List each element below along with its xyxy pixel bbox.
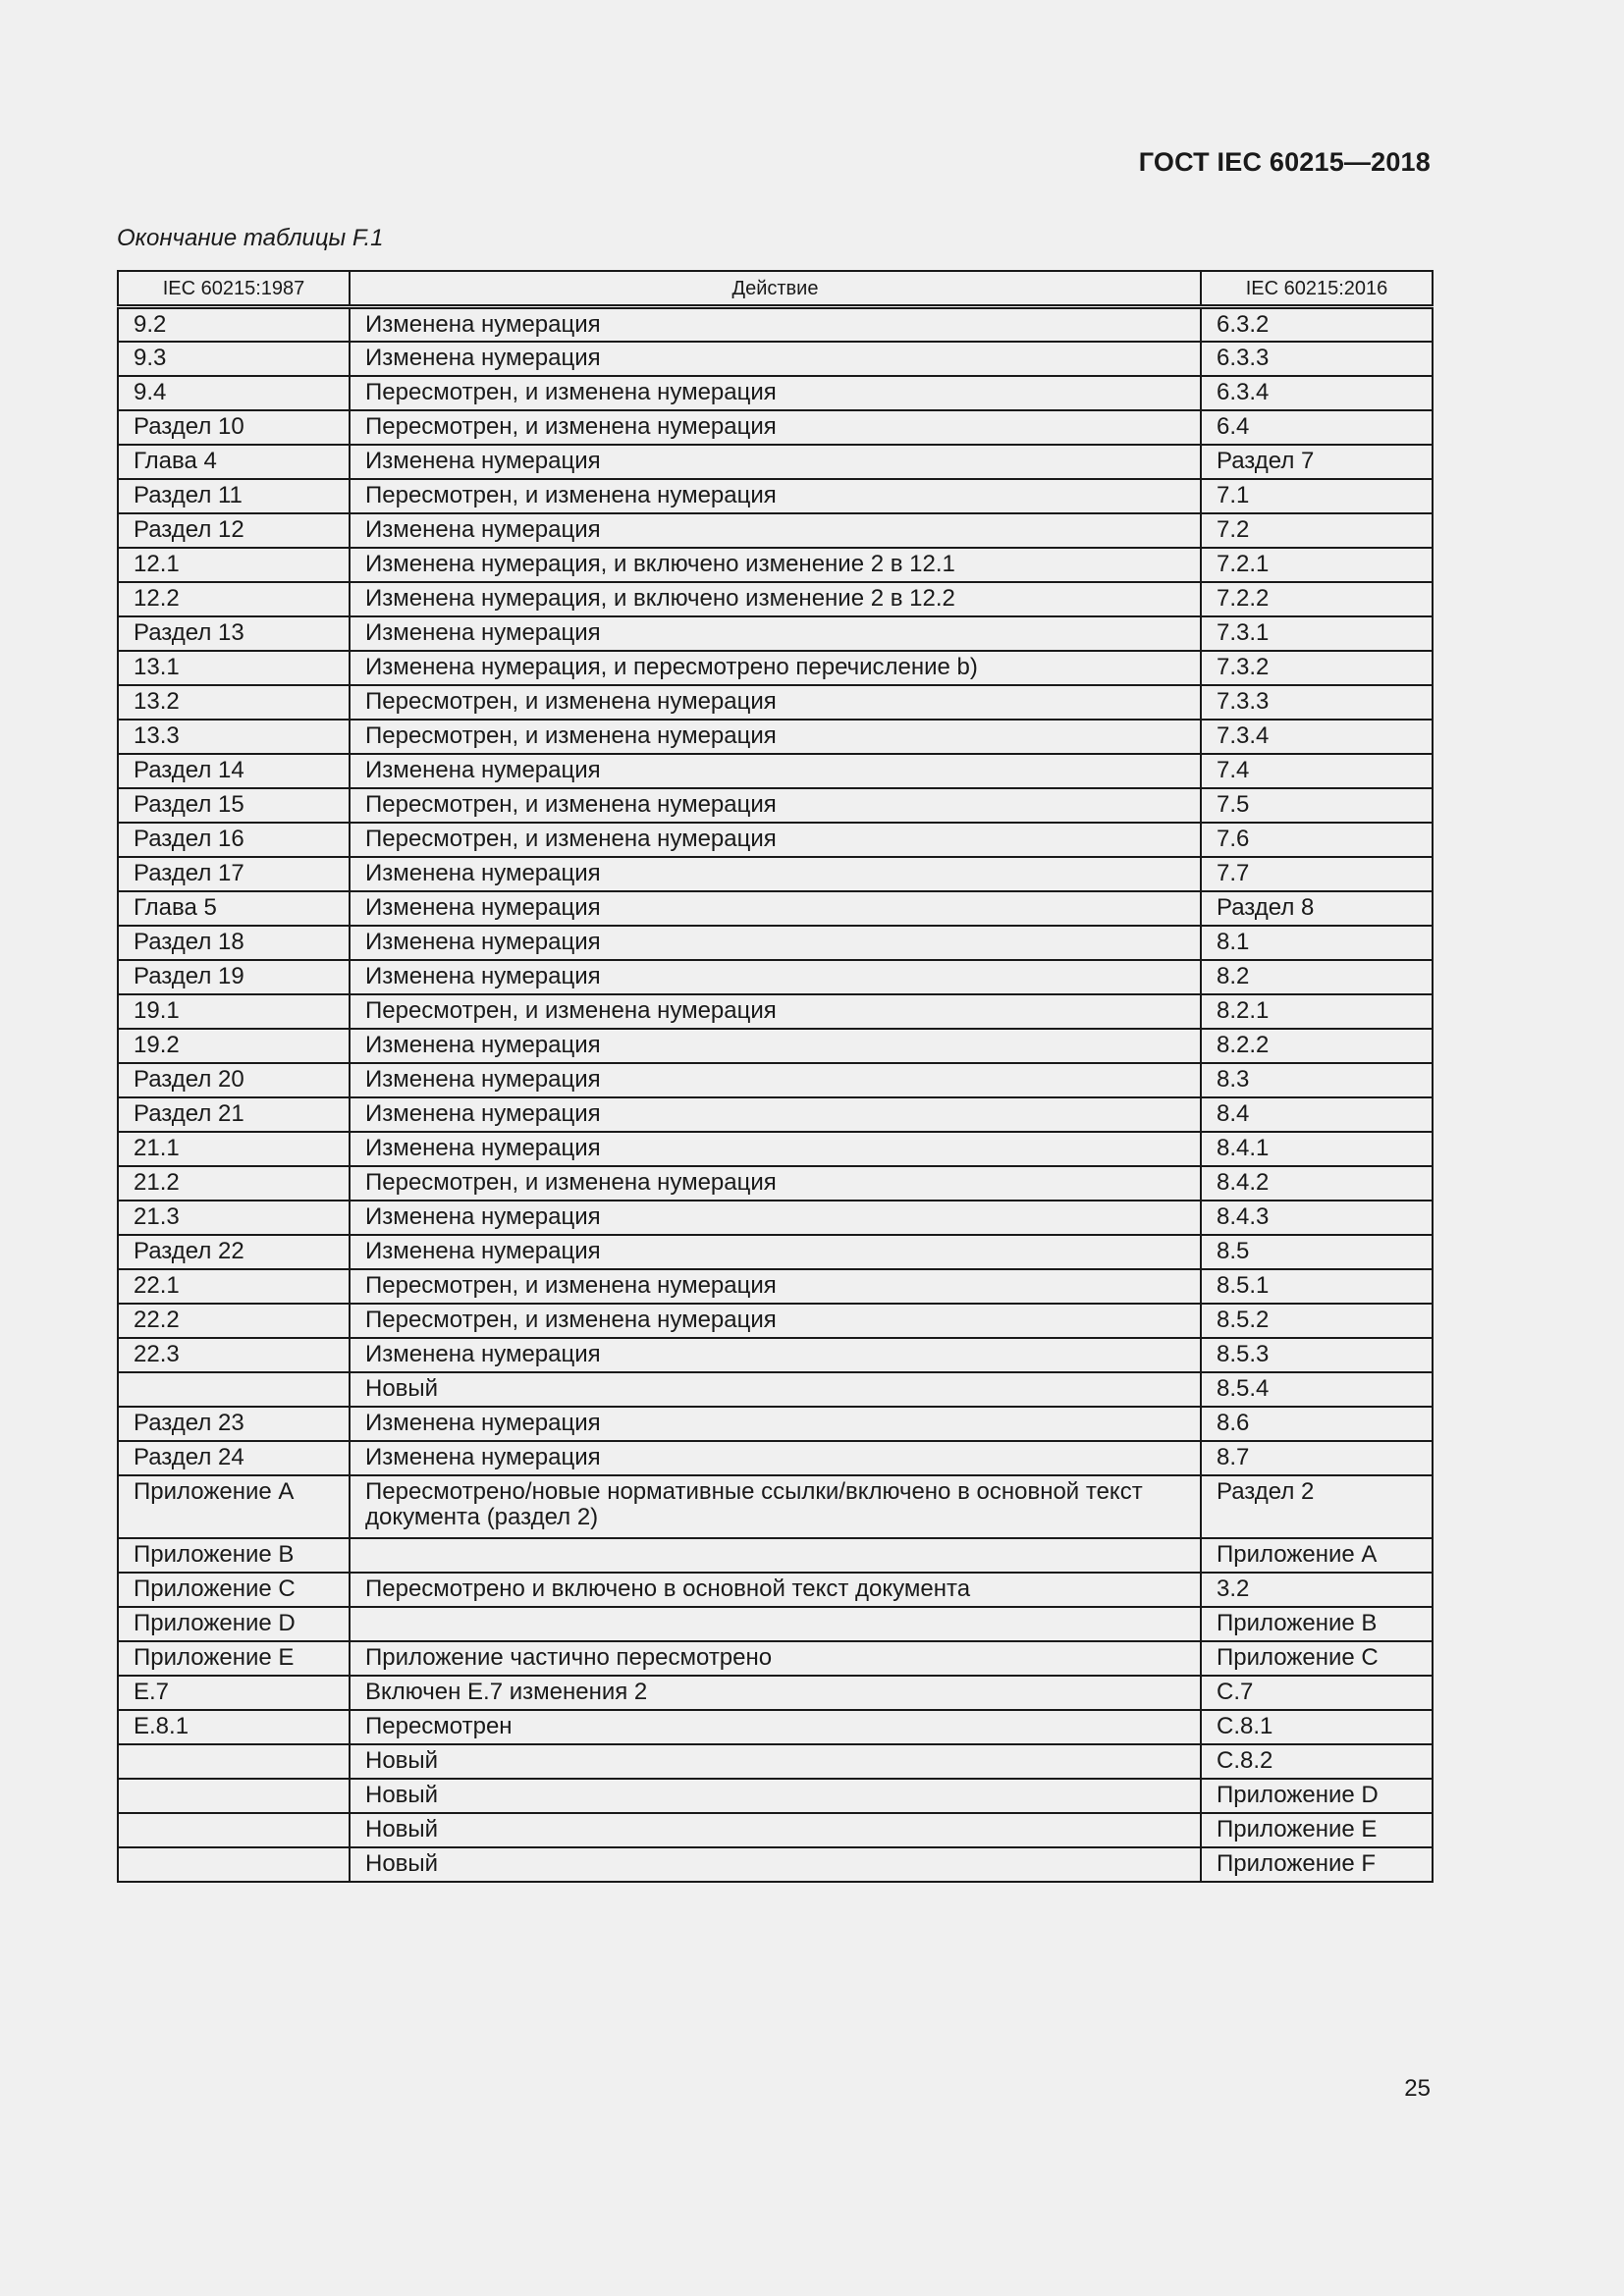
cell-new-edition: 8.2.1 xyxy=(1201,994,1433,1029)
table-row xyxy=(118,1475,1433,1538)
table-row xyxy=(118,513,1433,548)
cell-new-edition: Приложение F xyxy=(1201,1847,1433,1882)
table-row xyxy=(118,1029,1433,1063)
cell-action: Пересмотрен, и изменена нумерация xyxy=(350,994,1201,1029)
table-row xyxy=(118,754,1433,788)
cell-old-edition: Раздел 10 xyxy=(118,410,350,445)
cell-old-edition: Глава 4 xyxy=(118,445,350,479)
cell-new-edition: Приложение А xyxy=(1201,1538,1433,1573)
cell-old-edition: Приложение А xyxy=(118,1475,350,1538)
table-row xyxy=(118,960,1433,994)
column-header-old-edition: IEC 60215:1987 xyxy=(118,271,350,307)
cell-old-edition: Раздел 22 xyxy=(118,1235,350,1269)
table-row xyxy=(118,342,1433,376)
table-row xyxy=(118,376,1433,410)
cell-old-edition: 13.3 xyxy=(118,720,350,754)
cell-old-edition: Раздел 12 xyxy=(118,513,350,548)
correspondence-table xyxy=(117,270,1434,1883)
cell-new-edition: 7.1 xyxy=(1201,479,1433,513)
cell-new-edition: 7.6 xyxy=(1201,823,1433,857)
cell-new-edition: 6.4 xyxy=(1201,410,1433,445)
cell-old-edition: Раздел 14 xyxy=(118,754,350,788)
table-row xyxy=(118,1235,1433,1269)
cell-action: Изменена нумерация xyxy=(350,891,1201,926)
cell-new-edition: Раздел 2 xyxy=(1201,1475,1433,1538)
cell-action: Изменена нумерация xyxy=(350,1132,1201,1166)
cell-new-edition: 7.2.1 xyxy=(1201,548,1433,582)
cell-new-edition: 7.3.4 xyxy=(1201,720,1433,754)
cell-action xyxy=(350,1607,1201,1641)
cell-old-edition: 9.4 xyxy=(118,376,350,410)
cell-new-edition: 8.4 xyxy=(1201,1097,1433,1132)
cell-new-edition: 8.5.3 xyxy=(1201,1338,1433,1372)
cell-action: Пересмотрен, и изменена нумерация xyxy=(350,376,1201,410)
cell-old-edition: Раздел 20 xyxy=(118,1063,350,1097)
cell-new-edition: 3.2 xyxy=(1201,1573,1433,1607)
cell-new-edition: С.7 xyxy=(1201,1676,1433,1710)
table-row xyxy=(118,1710,1433,1744)
table-row xyxy=(118,1573,1433,1607)
cell-old-edition xyxy=(118,1813,350,1847)
cell-action: Изменена нумерация xyxy=(350,1441,1201,1475)
cell-new-edition: 8.4.3 xyxy=(1201,1201,1433,1235)
cell-new-edition: 6.3.4 xyxy=(1201,376,1433,410)
table-row xyxy=(118,1269,1433,1304)
cell-old-edition: Приложение Е xyxy=(118,1641,350,1676)
cell-new-edition: 8.1 xyxy=(1201,926,1433,960)
table-row xyxy=(118,1441,1433,1475)
table-row xyxy=(118,1641,1433,1676)
table-caption: Окончание таблицы F.1 xyxy=(117,225,384,251)
cell-action: Включен Е.7 изменения 2 xyxy=(350,1676,1201,1710)
cell-new-edition: 8.3 xyxy=(1201,1063,1433,1097)
document-header: ГОСТ IEC 60215—2018 xyxy=(1138,147,1431,177)
table-row xyxy=(118,1744,1433,1779)
cell-new-edition: 8.7 xyxy=(1201,1441,1433,1475)
cell-action: Пересмотрено/новые нормативные ссылки/включено в основной текст документа (раздел 2) xyxy=(350,1475,1201,1538)
table-row xyxy=(118,891,1433,926)
cell-old-edition: Раздел 21 xyxy=(118,1097,350,1132)
cell-old-edition: 22.3 xyxy=(118,1338,350,1372)
table-row xyxy=(118,685,1433,720)
cell-action: Пересмотрен, и изменена нумерация xyxy=(350,720,1201,754)
table-row xyxy=(118,445,1433,479)
cell-old-edition: Е.8.1 xyxy=(118,1710,350,1744)
cell-action: Приложение частично пересмотрено xyxy=(350,1641,1201,1676)
cell-action: Изменена нумерация, и включено изменение 2 в 12.1 xyxy=(350,548,1201,582)
cell-new-edition: 6.3.3 xyxy=(1201,342,1433,376)
cell-new-edition: Приложение С xyxy=(1201,1641,1433,1676)
cell-old-edition: Раздел 24 xyxy=(118,1441,350,1475)
cell-old-edition xyxy=(118,1744,350,1779)
cell-action: Изменена нумерация xyxy=(350,1235,1201,1269)
cell-new-edition: Раздел 7 xyxy=(1201,445,1433,479)
cell-new-edition: С.8.2 xyxy=(1201,1744,1433,1779)
cell-new-edition: 7.7 xyxy=(1201,857,1433,891)
cell-new-edition: 7.2 xyxy=(1201,513,1433,548)
cell-new-edition: 7.5 xyxy=(1201,788,1433,823)
table-row xyxy=(118,926,1433,960)
table-row xyxy=(118,1166,1433,1201)
cell-action: Новый xyxy=(350,1813,1201,1847)
cell-action: Изменена нумерация xyxy=(350,307,1201,342)
cell-old-edition: 21.2 xyxy=(118,1166,350,1201)
cell-old-edition: 13.2 xyxy=(118,685,350,720)
table-row xyxy=(118,1607,1433,1641)
cell-old-edition: 9.3 xyxy=(118,342,350,376)
cell-action: Изменена нумерация xyxy=(350,445,1201,479)
cell-action xyxy=(350,1538,1201,1573)
cell-action: Новый xyxy=(350,1779,1201,1813)
table-row xyxy=(118,1097,1433,1132)
cell-action: Изменена нумерация xyxy=(350,1201,1201,1235)
cell-action: Пересмотрено и включено в основной текст документа xyxy=(350,1573,1201,1607)
cell-action: Изменена нумерация xyxy=(350,960,1201,994)
cell-old-edition: 21.1 xyxy=(118,1132,350,1166)
cell-old-edition xyxy=(118,1847,350,1882)
cell-action: Изменена нумерация xyxy=(350,513,1201,548)
table-row xyxy=(118,1304,1433,1338)
table-row xyxy=(118,1338,1433,1372)
cell-action: Пересмотрен, и изменена нумерация xyxy=(350,823,1201,857)
cell-old-edition: 12.1 xyxy=(118,548,350,582)
cell-action: Изменена нумерация xyxy=(350,342,1201,376)
table-row xyxy=(118,994,1433,1029)
table-row xyxy=(118,616,1433,651)
table-row xyxy=(118,1372,1433,1407)
table-row xyxy=(118,1847,1433,1882)
cell-old-edition: 21.3 xyxy=(118,1201,350,1235)
cell-new-edition: 8.6 xyxy=(1201,1407,1433,1441)
table-row xyxy=(118,720,1433,754)
cell-old-edition: Раздел 15 xyxy=(118,788,350,823)
cell-new-edition: 7.3.3 xyxy=(1201,685,1433,720)
cell-new-edition: 7.2.2 xyxy=(1201,582,1433,616)
cell-new-edition: 8.2.2 xyxy=(1201,1029,1433,1063)
cell-action: Изменена нумерация xyxy=(350,754,1201,788)
cell-new-edition: 8.4.2 xyxy=(1201,1166,1433,1201)
cell-action: Изменена нумерация xyxy=(350,926,1201,960)
cell-action: Изменена нумерация xyxy=(350,1407,1201,1441)
cell-action: Пересмотрен, и изменена нумерация xyxy=(350,1269,1201,1304)
cell-old-edition: Раздел 11 xyxy=(118,479,350,513)
table-header-row xyxy=(118,271,1433,307)
cell-old-edition: Раздел 18 xyxy=(118,926,350,960)
cell-old-edition: 22.1 xyxy=(118,1269,350,1304)
cell-action: Изменена нумерация xyxy=(350,1338,1201,1372)
cell-new-edition: 7.3.2 xyxy=(1201,651,1433,685)
cell-old-edition: Раздел 19 xyxy=(118,960,350,994)
cell-old-edition: 19.2 xyxy=(118,1029,350,1063)
cell-action: Изменена нумерация xyxy=(350,1063,1201,1097)
cell-action: Пересмотрен xyxy=(350,1710,1201,1744)
table-row xyxy=(118,1201,1433,1235)
cell-action: Пересмотрен, и изменена нумерация xyxy=(350,685,1201,720)
table-row xyxy=(118,548,1433,582)
cell-old-edition: Глава 5 xyxy=(118,891,350,926)
cell-old-edition: 13.1 xyxy=(118,651,350,685)
table-row xyxy=(118,582,1433,616)
cell-action: Пересмотрен, и изменена нумерация xyxy=(350,410,1201,445)
table-row xyxy=(118,823,1433,857)
cell-new-edition: 8.5.2 xyxy=(1201,1304,1433,1338)
cell-new-edition: 8.4.1 xyxy=(1201,1132,1433,1166)
cell-action: Изменена нумерация xyxy=(350,857,1201,891)
table-row xyxy=(118,1676,1433,1710)
cell-new-edition: 7.4 xyxy=(1201,754,1433,788)
cell-new-edition: 8.2 xyxy=(1201,960,1433,994)
cell-action: Новый xyxy=(350,1372,1201,1407)
cell-old-edition: 9.2 xyxy=(118,307,350,342)
cell-action: Пересмотрен, и изменена нумерация xyxy=(350,788,1201,823)
cell-action: Изменена нумерация xyxy=(350,616,1201,651)
page-number: 25 xyxy=(1404,2075,1431,2102)
cell-old-edition: Раздел 16 xyxy=(118,823,350,857)
cell-action: Пересмотрен, и изменена нумерация xyxy=(350,479,1201,513)
cell-new-edition: 6.3.2 xyxy=(1201,307,1433,342)
cell-new-edition: 8.5 xyxy=(1201,1235,1433,1269)
table-row xyxy=(118,1407,1433,1441)
cell-new-edition: Приложение Е xyxy=(1201,1813,1433,1847)
cell-old-edition: Раздел 17 xyxy=(118,857,350,891)
cell-new-edition: Приложение D xyxy=(1201,1779,1433,1813)
cell-action: Пересмотрен, и изменена нумерация xyxy=(350,1166,1201,1201)
table-body xyxy=(118,307,1433,1882)
cell-new-edition: Приложение В xyxy=(1201,1607,1433,1641)
table-row xyxy=(118,857,1433,891)
cell-old-edition: Раздел 23 xyxy=(118,1407,350,1441)
cell-action: Новый xyxy=(350,1744,1201,1779)
cell-old-edition: Приложение С xyxy=(118,1573,350,1607)
cell-old-edition: 22.2 xyxy=(118,1304,350,1338)
cell-old-edition xyxy=(118,1372,350,1407)
cell-old-edition xyxy=(118,1779,350,1813)
cell-new-edition: 8.5.4 xyxy=(1201,1372,1433,1407)
table-row xyxy=(118,410,1433,445)
cell-action: Новый xyxy=(350,1847,1201,1882)
table-row xyxy=(118,651,1433,685)
cell-new-edition: 7.3.1 xyxy=(1201,616,1433,651)
table-row xyxy=(118,307,1433,342)
cell-action: Пересмотрен, и изменена нумерация xyxy=(350,1304,1201,1338)
cell-action: Изменена нумерация xyxy=(350,1029,1201,1063)
table-row xyxy=(118,1063,1433,1097)
cell-old-edition: 12.2 xyxy=(118,582,350,616)
cell-action: Изменена нумерация, и пересмотрено перечисление b) xyxy=(350,651,1201,685)
cell-new-edition: Раздел 8 xyxy=(1201,891,1433,926)
column-header-new-edition: IEC 60215:2016 xyxy=(1201,271,1433,307)
cell-old-edition: Приложение D xyxy=(118,1607,350,1641)
cell-new-edition: С.8.1 xyxy=(1201,1710,1433,1744)
table-row xyxy=(118,1132,1433,1166)
table-row xyxy=(118,1779,1433,1813)
cell-old-edition: Е.7 xyxy=(118,1676,350,1710)
table-row xyxy=(118,788,1433,823)
cell-action: Изменена нумерация xyxy=(350,1097,1201,1132)
table-row xyxy=(118,1813,1433,1847)
cell-new-edition: 8.5.1 xyxy=(1201,1269,1433,1304)
column-header-action: Действие xyxy=(350,271,1201,307)
cell-action: Изменена нумерация, и включено изменение 2 в 12.2 xyxy=(350,582,1201,616)
cell-old-edition: 19.1 xyxy=(118,994,350,1029)
table-row xyxy=(118,479,1433,513)
cell-old-edition: Раздел 13 xyxy=(118,616,350,651)
cell-old-edition: Приложение В xyxy=(118,1538,350,1573)
table-row xyxy=(118,1538,1433,1573)
